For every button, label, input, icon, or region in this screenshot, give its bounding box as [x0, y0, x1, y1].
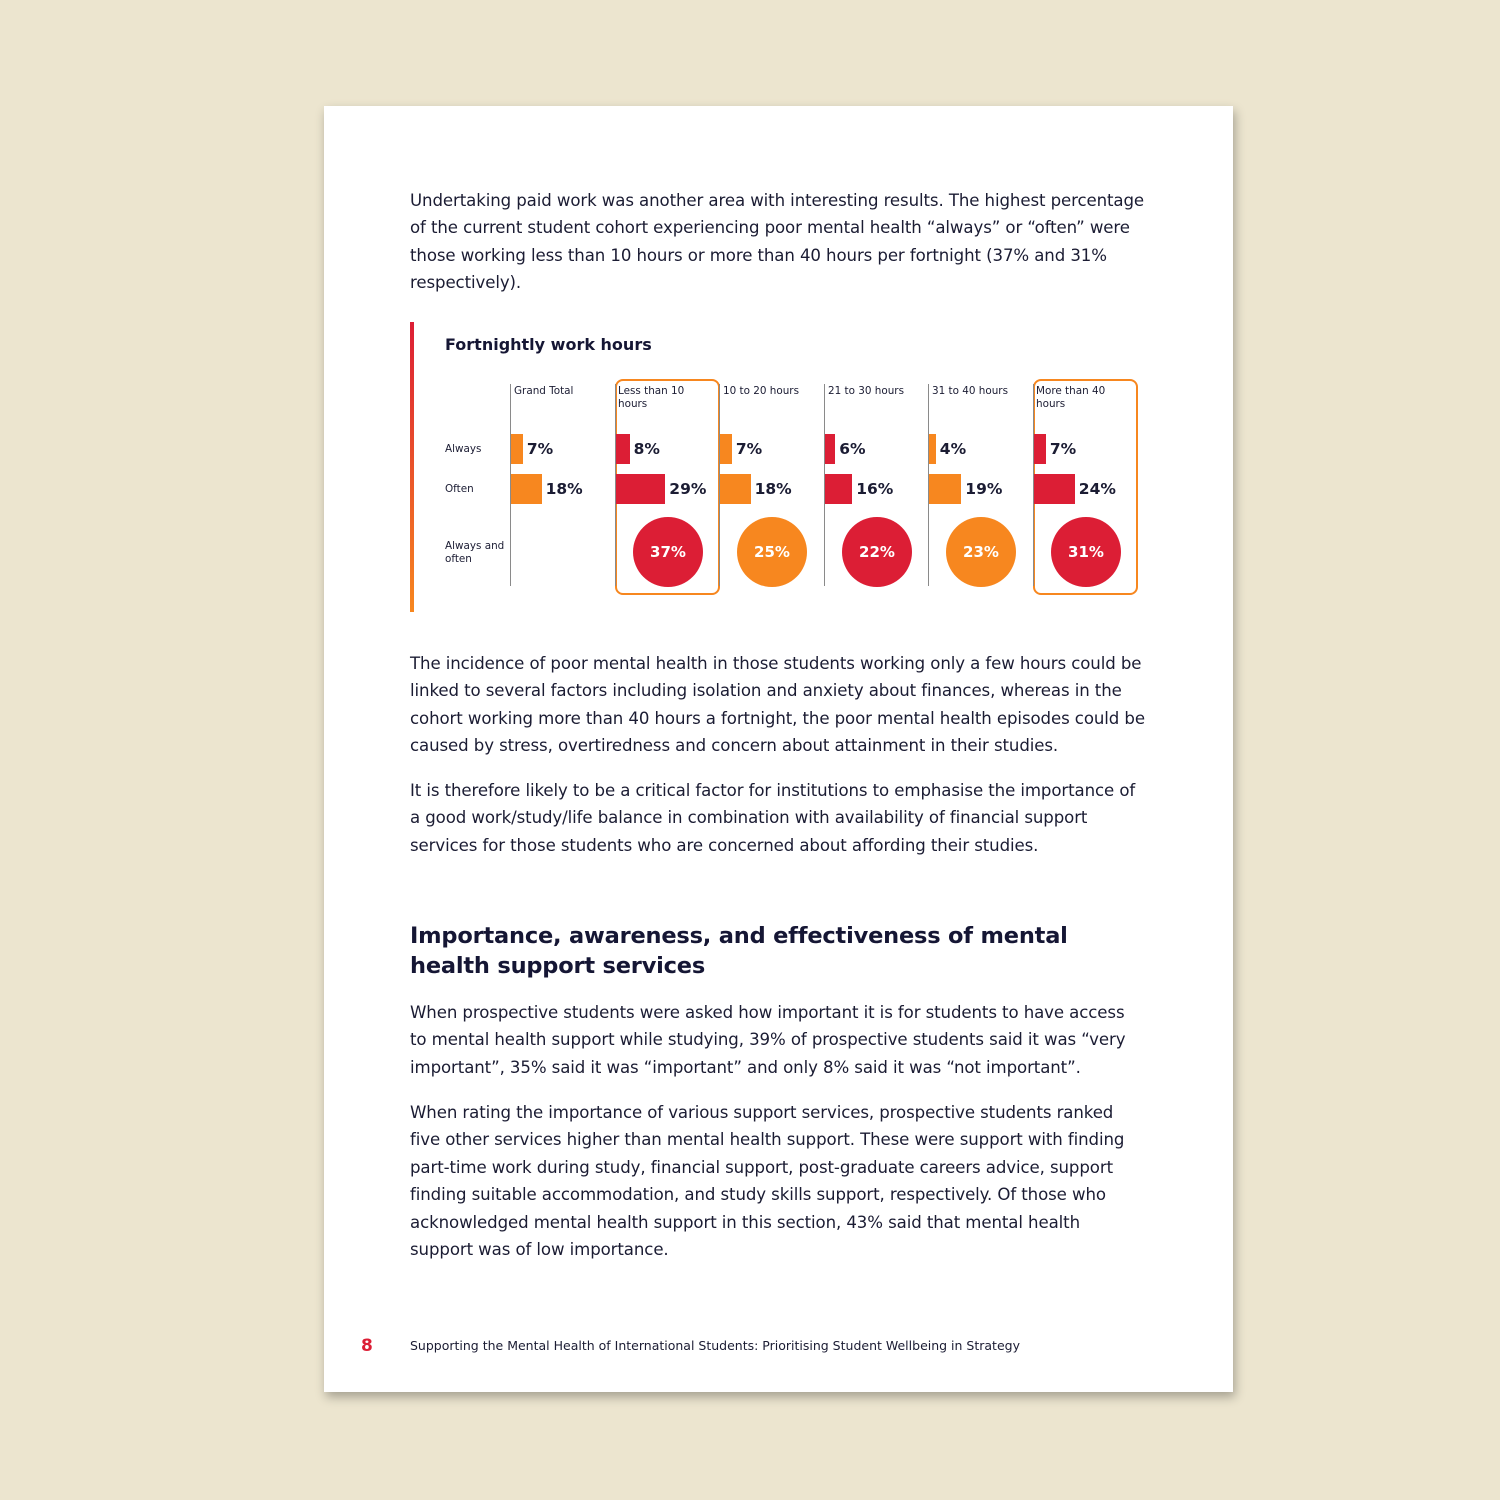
value-often-grand-total: 18%	[545, 480, 583, 498]
chart-title: Fortnightly work hours	[445, 335, 652, 354]
category-label-21-to-30-hours: 21 to 30 hours	[828, 385, 904, 397]
bar-always-10-to-20-hours	[720, 434, 732, 464]
bar-often-less-than-10-hours	[616, 474, 665, 504]
bar-often-grand-total	[511, 474, 542, 504]
value-always-less-than-10-hours: 8%	[633, 440, 660, 458]
bar-often-more-than-40-hours	[1034, 474, 1075, 504]
bar-always-grand-total	[511, 434, 523, 464]
value-often-more-than-40-hours: 24%	[1078, 480, 1116, 498]
body-paragraph-2: The incidence of poor mental health in those students working only a few hours could be linked to several factors including isolation and anxiety about finances, whereas in the cohort working more than 40 hours a fortnight, the poor mental health episodes could be caused by stress, overtiredness and concern about attainment in their studies.	[410, 654, 1145, 756]
body-paragraph-5: When rating the importance of various support services, prospective students ranked five other services higher than mental health support. These were support with finding part-time work during study, financial support, post-graduate careers advice, support finding suitable accommodation, and study skills support, respectively. Of those who acknowledged mental health support in this section, 43% said that mental health support was of low importance.	[410, 1103, 1125, 1260]
row-label-always-and-often: Always and often	[445, 540, 505, 565]
category-label-31-to-40-hours: 31 to 40 hours	[932, 385, 1008, 397]
footer-title: Supporting the Mental Health of International Students: Prioritising Student Wellbeing in Strategy	[410, 1338, 1020, 1353]
bubble-always-and-often-more-than-40-hours: 31%	[1051, 517, 1121, 587]
body-paragraph-4: When prospective students were asked how important it is for students to have access to mental health support while studying, 39% of prospective students said it was “very important”, 35% said it was “important” and only 8% said it was “not important”.	[410, 1003, 1126, 1077]
bar-often-31-to-40-hours	[929, 474, 961, 504]
value-always-31-to-40-hours: 4%	[939, 440, 967, 458]
bar-often-10-to-20-hours	[720, 474, 751, 504]
section-heading: Importance, awareness, and effectiveness of mental health support services	[410, 923, 1068, 979]
value-often-31-to-40-hours: 19%	[965, 480, 1003, 498]
category-label-more-than-40-hours: More than 40 hours	[1036, 385, 1106, 410]
intro-paragraph: Undertaking paid work was another area with interesting results. The highest percentage of the current student cohort experiencing poor mental health “always” or “often” were those working less than 10 hours or more than 40 hours per fortnight (37% and 31% respectively).	[410, 191, 1145, 293]
category-label-10-to-20-hours: 10 to 20 hours	[723, 385, 799, 397]
category-label-grand-total: Grand Total	[514, 385, 574, 397]
value-always-21-to-30-hours: 6%	[839, 440, 866, 458]
chart-accent-bar	[410, 322, 414, 612]
bar-often-21-to-30-hours	[825, 474, 852, 504]
value-always-more-than-40-hours: 7%	[1049, 440, 1077, 458]
bubble-always-and-often-10-to-20-hours: 25%	[737, 517, 807, 587]
bar-always-more-than-40-hours	[1034, 434, 1046, 464]
bar-always-21-to-30-hours	[825, 434, 835, 464]
value-always-grand-total: 7%	[526, 440, 554, 458]
bubble-always-and-often-21-to-30-hours: 22%	[842, 517, 912, 587]
body-paragraph-3: It is therefore likely to be a critical factor for institutions to emphasise the importance of a good work/study/life balance in combination with availability of financial support services for those students who are concerned about affording their studies.	[410, 781, 1136, 855]
row-label-always: Always	[445, 443, 482, 455]
bar-always-less-than-10-hours	[616, 434, 630, 464]
value-always-10-to-20-hours: 7%	[735, 440, 763, 458]
document-page	[324, 106, 1233, 1392]
bubble-always-and-often-31-to-40-hours: 23%	[946, 517, 1016, 587]
page-number: 8	[361, 1336, 373, 1356]
bubble-always-and-often-less-than-10-hours: 37%	[633, 517, 703, 587]
value-often-10-to-20-hours: 18%	[754, 480, 792, 498]
category-label-less-than-10-hours: Less than 10 hours	[618, 385, 685, 410]
value-often-less-than-10-hours: 29%	[669, 480, 707, 498]
value-often-21-to-30-hours: 16%	[856, 480, 894, 498]
row-label-often: Often	[445, 483, 474, 495]
bar-always-31-to-40-hours	[929, 434, 936, 464]
